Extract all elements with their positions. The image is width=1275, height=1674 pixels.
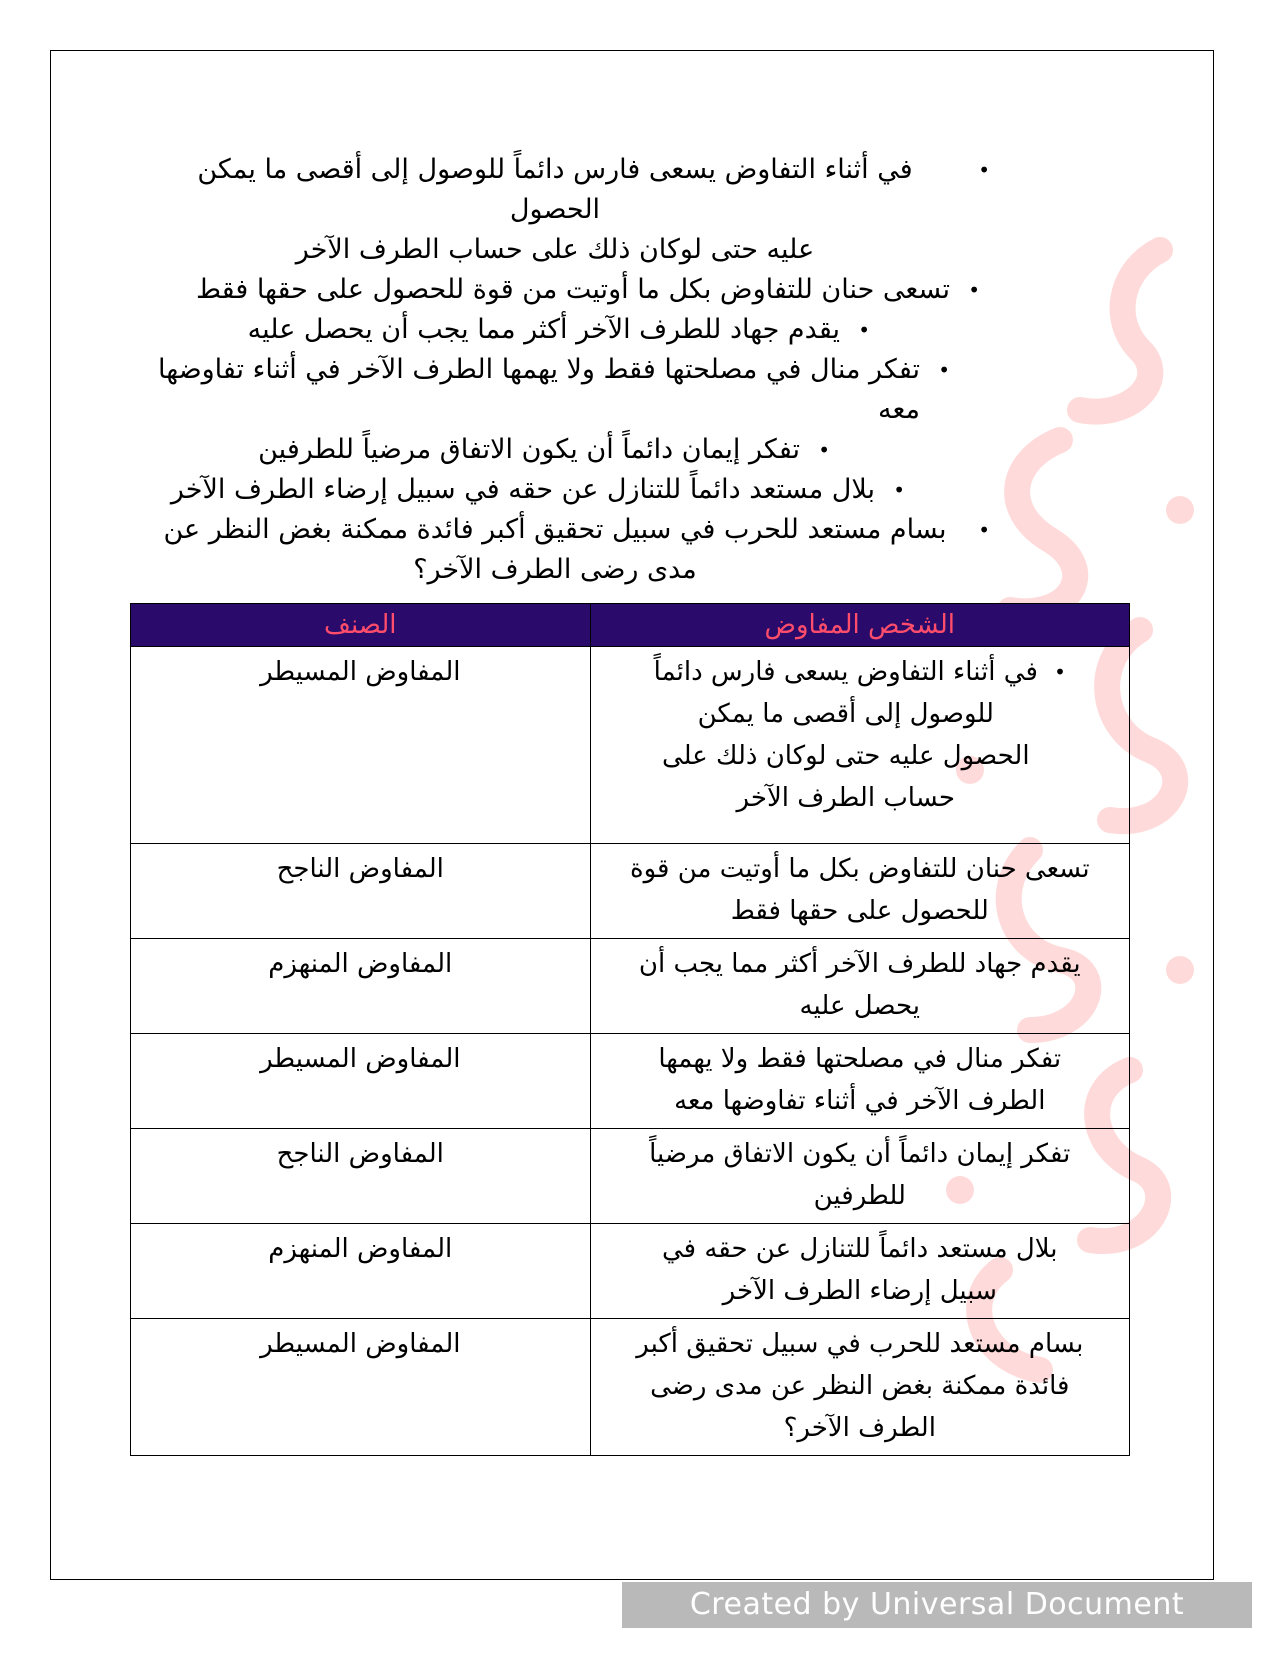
converter-banner: Created by Universal Document Converter [622, 1582, 1252, 1628]
table-row [131, 1319, 1130, 1456]
table-row [131, 1224, 1130, 1319]
cell-type: المفاوض المسيطر [131, 1319, 591, 1456]
cell-person: بسام مستعد للحرب في سبيل تحقيق أكبر فائدة ممكنة بغض النظر عن مدى رضى الطرف الآخر؟ [590, 1319, 1129, 1456]
bullet-text: بسام مستعد للحرب في سبيل تحقيق أكبر فائدة ممكنة بغض النظر عن مدى رضى الطرف الآخر؟ [163, 514, 947, 585]
cell-type: المفاوض المسيطر [131, 647, 591, 844]
table-row [131, 844, 1130, 939]
bullet-list [150, 150, 990, 590]
bullet-item [150, 350, 950, 430]
cell-person-text: • في أثناء التفاوض يسعى فارس دائماً للوصول إلى أقصى ما يمكن الحصول عليه حتى لوكان ذلك على حساب الطرف الآخر [654, 651, 1066, 819]
header-type: الصنف [131, 604, 591, 647]
table-row [131, 647, 1130, 844]
bullet-text: تسعى حنان للتفاوض بكل ما أوتيت من قوة للحصول على حقها فقط [196, 274, 950, 305]
cell-person: يقدم جهاد للطرف الآخر أكثر مما يجب أن يحصل عليه [590, 939, 1129, 1034]
header-person: الشخص المفاوض [590, 604, 1129, 647]
cell-person: تفكر منال في مصلحتها فقط ولا يهمها الطرف الآخر في أثناء تفاوضها معه [590, 1034, 1129, 1129]
bullet-text: يقدم جهاد للطرف الآخر أكثر مما يجب أن يحصل عليه [247, 314, 840, 345]
negotiator-table [130, 603, 1130, 1456]
bullet-item [150, 150, 990, 270]
table-row [131, 1034, 1130, 1129]
cell-person: تفكر إيمان دائماً أن يكون الاتفاق مرضياً للطرفين [590, 1129, 1129, 1224]
bullet-item [150, 470, 905, 510]
cell-person: بلال مستعد دائماً للتنازل عن حقه في سبيل إرضاء الطرف الآخر [590, 1224, 1129, 1319]
bullet-text: في أثناء التفاوض يسعى فارس دائماً للوصول إلى أقصى ما يمكن الحصول عليه حتى لوكان ذلك على حساب الطرف الآخر [197, 154, 913, 265]
cell-type: المفاوض الناجح [131, 844, 591, 939]
table-row [131, 1129, 1130, 1224]
cell-person [590, 647, 1129, 844]
cell-person: تسعى حنان للتفاوض بكل ما أوتيت من قوة للحصول على حقها فقط [590, 844, 1129, 939]
bullet-item [150, 270, 980, 310]
bullet-item [150, 430, 830, 470]
bullet-text: تفكر منال في مصلحتها فقط ولا يهمها الطرف الآخر في أثناء تفاوضها معه [158, 354, 920, 425]
bullet-text: تفكر إيمان دائماً أن يكون الاتفاق مرضياً للطرفين [258, 434, 800, 465]
cell-type: المفاوض المنهزم [131, 939, 591, 1034]
bullet-item [150, 310, 870, 350]
bullet-item [150, 510, 990, 590]
bullet-text: بلال مستعد دائماً للتنازل عن حقه في سبيل إرضاء الطرف الآخر [170, 474, 875, 505]
cell-type: المفاوض الناجح [131, 1129, 591, 1224]
cell-type: المفاوض المنهزم [131, 1224, 591, 1319]
table-header-row [131, 604, 1130, 647]
cell-type: المفاوض المسيطر [131, 1034, 591, 1129]
table-row [131, 939, 1130, 1034]
